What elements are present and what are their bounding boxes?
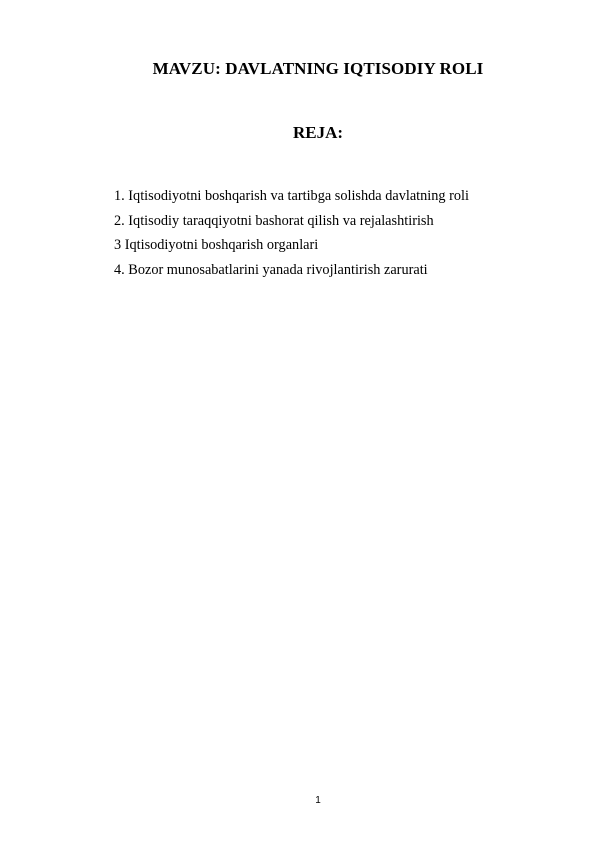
plan-item-4: 4. Bozor munosabatlarini yanada rivojlantirish zarurati <box>114 261 428 278</box>
plan-heading: REJA: <box>292 123 344 142</box>
page-number: 1 <box>315 795 321 806</box>
plan-item-2: 2. Iqtisodiy taraqqiyotni bashorat qilish va rejalashtirish <box>114 212 434 229</box>
plan-item-3: 3 Iqtisodiyotni boshqarish organlari <box>114 237 319 254</box>
document-title: MAVZU: DAVLATNING IQTISODIY ROLI <box>152 59 484 78</box>
plan-list <box>114 184 469 282</box>
plan-item-1: 1. Iqtisodiyotni boshqarish va tartibga solishda davlatning roli <box>114 188 469 204</box>
